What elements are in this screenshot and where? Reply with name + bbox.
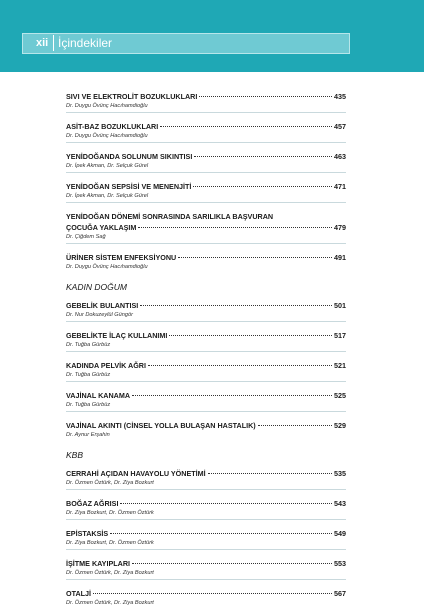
toc-entry[interactable] bbox=[66, 559, 346, 580]
entry-author: Dr. Nur Dokuzeylül Güngör bbox=[66, 312, 133, 318]
dot-leader bbox=[194, 156, 332, 157]
dot-leader bbox=[132, 563, 332, 564]
entry-title: OTALJİ bbox=[66, 589, 92, 598]
entry-author: Dr. Duygu Övünç Hacıhamdioğlu bbox=[66, 264, 148, 270]
divider bbox=[66, 549, 346, 550]
entry-title: GEBELİKTE İLAÇ KULLANIMI bbox=[66, 331, 168, 340]
divider bbox=[66, 321, 346, 322]
entry-title: CERRAHİ AÇIDAN HAVAYOLU YÖNETİMİ bbox=[66, 469, 206, 478]
dot-leader bbox=[199, 96, 332, 97]
header-separator bbox=[53, 35, 54, 51]
entry-title: ASİT-BAZ BOZUKLUKLARI bbox=[66, 122, 159, 131]
toc-entry[interactable] bbox=[66, 301, 346, 322]
entry-title: BOĞAZ AĞRISI bbox=[66, 499, 119, 508]
divider bbox=[66, 142, 346, 143]
entry-author: Dr. Çiğdem Sağ bbox=[66, 234, 106, 240]
divider bbox=[66, 243, 346, 244]
toc-entry[interactable] bbox=[66, 361, 346, 382]
toc-entry[interactable] bbox=[66, 152, 346, 173]
toc-entry[interactable] bbox=[66, 529, 346, 550]
entry-author: Dr. Aynur Erşahin bbox=[66, 432, 110, 438]
entry-author: Dr. Ziya Bozkurt, Dr. Özmen Öztürk bbox=[66, 540, 154, 546]
toc-entry[interactable] bbox=[66, 589, 346, 606]
divider bbox=[66, 579, 346, 580]
entry-author: Dr. Özmen Öztürk, Dr. Ziya Bozkurt bbox=[66, 600, 154, 606]
entry-title: İŞİTME KAYIPLARI bbox=[66, 559, 131, 568]
toc-entry[interactable] bbox=[66, 499, 346, 520]
entry-author: Dr. Özmen Öztürk, Dr. Ziya Bozkurt bbox=[66, 570, 154, 576]
divider bbox=[66, 489, 346, 490]
entry-title: ÜRİNER SİSTEM ENFEKSİYONU bbox=[66, 253, 177, 262]
dot-leader bbox=[178, 257, 332, 258]
section-title: KADIN DOĞUM bbox=[66, 282, 127, 292]
dot-leader bbox=[148, 365, 332, 366]
divider bbox=[66, 381, 346, 382]
entry-title: KADINDA PELVİK AĞRI bbox=[66, 361, 146, 370]
section-title: KBB bbox=[66, 450, 84, 460]
entry-page: 457 bbox=[334, 122, 346, 131]
entry-page: 525 bbox=[334, 391, 346, 400]
dot-leader bbox=[160, 126, 332, 127]
divider bbox=[66, 202, 346, 203]
entry-author: Dr. Tuğba Gürbüz bbox=[66, 342, 111, 348]
entry-page: 553 bbox=[334, 559, 346, 568]
entry-page: 501 bbox=[334, 301, 346, 310]
divider bbox=[66, 172, 346, 173]
entry-title: EPİSTAKSİS bbox=[66, 529, 109, 538]
entry-author: Dr. Duygu Övünç Hacıhamdioğlu bbox=[66, 103, 148, 109]
entry-author: Dr. Ziya Bozkurt, Dr. Özmen Öztürk bbox=[66, 510, 154, 516]
dot-leader bbox=[258, 425, 332, 426]
dot-leader bbox=[193, 186, 332, 187]
table-of-contents bbox=[66, 92, 346, 615]
toc-entry[interactable] bbox=[66, 331, 346, 352]
dot-leader bbox=[93, 593, 332, 594]
dot-leader bbox=[110, 533, 332, 534]
entry-title: GEBELİK BULANTISI bbox=[66, 301, 139, 310]
entry-page: 517 bbox=[334, 331, 346, 340]
entry-page: 549 bbox=[334, 529, 346, 538]
entry-page: 479 bbox=[334, 223, 346, 232]
entry-page: 463 bbox=[334, 152, 346, 161]
entry-author: Dr. İpek Akman, Dr. Selçuk Gürel bbox=[66, 193, 149, 199]
entry-title: VAJİNAL AKINTI (CİNSEL YOLLA BULAŞAN HASTALIK) bbox=[66, 421, 256, 430]
entry-author: Dr. Özmen Öztürk, Dr. Ziya Bozkurt bbox=[66, 480, 154, 486]
toc-entry[interactable] bbox=[66, 92, 346, 113]
dot-leader bbox=[208, 473, 332, 474]
dot-leader bbox=[138, 227, 332, 228]
dot-leader bbox=[132, 395, 332, 396]
divider bbox=[66, 411, 346, 412]
dot-leader bbox=[120, 503, 332, 504]
entry-page: 435 bbox=[334, 92, 346, 101]
toc-entry[interactable] bbox=[66, 182, 346, 203]
entry-title: SIVI VE ELEKTROLİT BOZUKLUKLARI bbox=[66, 92, 198, 101]
toc-entry[interactable] bbox=[66, 421, 346, 438]
entry-page: 491 bbox=[334, 253, 346, 262]
page-title: İçindekiler bbox=[58, 36, 113, 50]
entry-page: 521 bbox=[334, 361, 346, 370]
divider bbox=[66, 519, 346, 520]
page-number: xii bbox=[36, 37, 49, 49]
entry-title: YENİDOĞAN SEPSİSİ VE MENENJİTİ bbox=[66, 182, 192, 191]
toc-entry[interactable] bbox=[66, 122, 346, 143]
entry-title: YENİDOĞANDA SOLUNUM SIKINTISI bbox=[66, 152, 193, 161]
dot-leader bbox=[140, 305, 332, 306]
entry-page: 529 bbox=[334, 421, 346, 430]
entry-author: Dr. Tuğba Gürbüz bbox=[66, 372, 111, 378]
entry-author: Dr. İpek Akman, Dr. Selçuk Gürel bbox=[66, 163, 149, 169]
entry-page: 471 bbox=[334, 182, 346, 191]
entry-title-line1: YENİDOĞAN DÖNEMİ SONRASINDA SARILIKLA BAŞVURAN bbox=[66, 212, 274, 221]
entry-author: Dr. Duygu Övünç Hacıhamdioğlu bbox=[66, 133, 148, 139]
divider bbox=[66, 112, 346, 113]
entry-author: Dr. Tuğba Gürbüz bbox=[66, 402, 111, 408]
entry-title: VAJİNAL KANAMA bbox=[66, 391, 131, 400]
toc-entry[interactable] bbox=[66, 391, 346, 412]
toc-entry[interactable] bbox=[66, 212, 346, 244]
toc-entry[interactable] bbox=[66, 469, 346, 490]
dot-leader bbox=[169, 335, 332, 336]
toc-entry[interactable] bbox=[66, 253, 346, 270]
entry-page: 543 bbox=[334, 499, 346, 508]
entry-title-line2: ÇOCUĞA YAKLAŞIM bbox=[66, 223, 137, 232]
entry-page: 567 bbox=[334, 589, 346, 598]
entry-page: 535 bbox=[334, 469, 346, 478]
divider bbox=[66, 351, 346, 352]
